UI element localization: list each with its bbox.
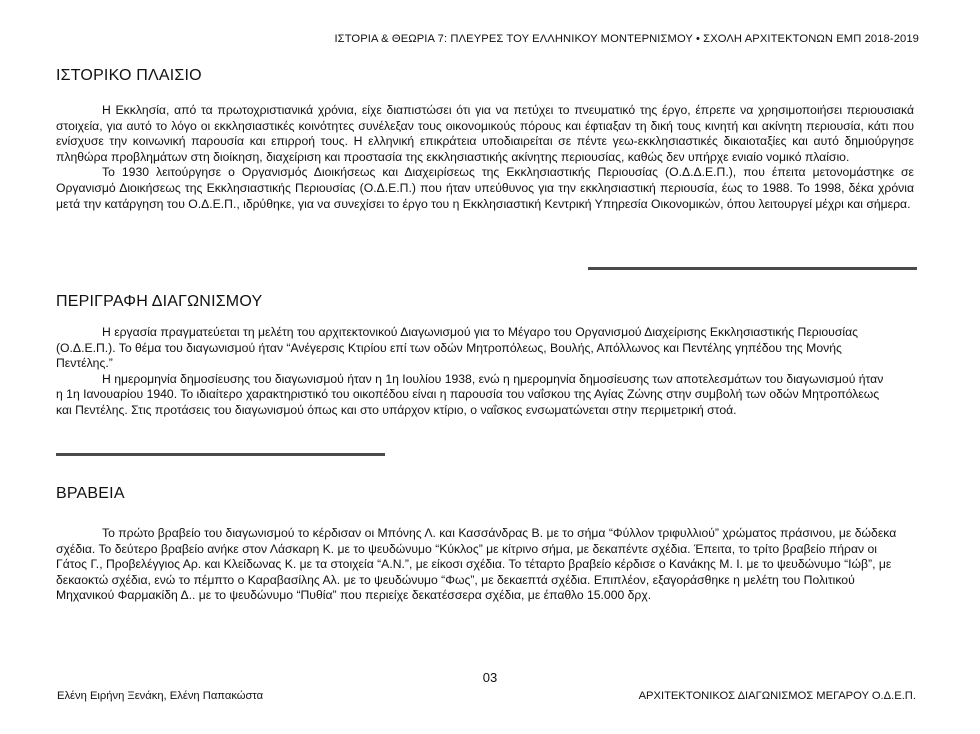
competition-paragraph: Η ημερομηνία δημοσίευσης του διαγωνισμού ήταν η 1η Ιουλίου 1938, ενώ η ημερομηνία δημοσίευσης των αποτελεσμάτων του διαγωνισμού ήταν η 1η Ιανουαρίου 1940. Το ιδιαίτερο χαρακτηριστικό του οικοπέδου είναι η παρουσία του ναΐσκου της Αγίας Ζώνης στην συμβολή των οδών Μητροπόλεως και Πεντέλης. Στις προτάσεις του διαγωνισμού όπως και στο υπάρχον κτίριο, ο ναΐσκος ενσωματώνεται στην περιμετρική στοά.	[56, 371, 884, 417]
section-divider	[588, 267, 917, 270]
awards-text	[56, 526, 906, 604]
historical-text	[56, 103, 914, 212]
historical-paragraph: Η Εκκλησία, από τα πρωτοχριστιανικά χρόνια, είχε διαπιστώσει ότι για να πετύχει το πνευματικό της έργο, έπρεπε να χρησιμοποιήσει περιουσιακά στοιχεία, για αυτό το λόγο οι εκκλησιαστικές κοινότητες συνέλεξαν τους οικονομικούς πόρους και έφτιαξαν τη δική τους κινητή και ακίνητη περιουσία, κάτι που ενίσχυσε την κοινωνική παρουσία και επιρροή τους. Η ελληνική επικράτεια υποδιαιρείται σε πέντε γεω-εκκλησιαστικές δικαιοταξίες και αυτό δημιούργησε πληθώρα προβλημάτων στη διοίκηση, διαχείριση και προστασία της εκκλησιαστικής ακίνητης περιουσίας, καθώς δεν υπήρχε ενιαίο νομικό πλαίσιο.	[56, 103, 914, 164]
competition-text	[56, 325, 891, 419]
section-title-historical: ΙΣΤΟΡΙΚΟ ΠΛΑΙΣΙΟ	[56, 67, 202, 84]
footer-project-title: ΑΡΧΙΤΕΚΤΟΝΙΚΟΣ ΔΙΑΓΩΝΙΣΜΟΣ ΜΕΓΑΡΟΥ Ο.Δ.Ε.Π.	[638, 690, 916, 702]
competition-paragraph: Η εργασία πραγματεύεται τη μελέτη του αρχιτεκτονικού Διαγωνισμού για το Μέγαρο του Οργανισμού Διαχείρισης Εκκλησιαστικής Περιουσίας (Ο.Δ.Ε.Π.). Το θέμα του διαγωνισμού ήταν “Ανέγερσις Κτιρίου επί των οδών Μητροπόλεως, Βουλής, Απόλλωνος και Πεντέλης γηπέδου της Μονής Πεντέλης.”	[56, 325, 858, 371]
historical-paragraph: Το 1930 λειτούργησε ο Οργανισμός Διοικήσεως και Διαχειρίσεως της Εκκλησιαστικής Περιουσίας (Ο.Δ.Δ.Ε.Π.), που έπειτα μετονομάστηκε σε Οργανισμό Διοικήσεως της Εκκλησιαστικής Περιουσίας (Ο.Δ.Ε.Π.) που ήταν υπεύθυνος για την εκκλησιαστική περιουσία, έως το 1988. Το 1998, δέκα χρόνια μετά την κατάργηση του Ο.Δ.Ε.Π., ιδρύθηκε, για να συνεχίσει το έργο του η Εκκλησιαστική Κεντρική Υπηρεσία Οικονομικών, όπου λειτουργεί μέχρι και σήμερα.	[56, 165, 914, 211]
footer-authors: Ελένη Ειρήνη Ξενάκη, Ελένη Παπακώστα	[57, 690, 264, 702]
running-header: ΙΣΤΟΡΙΑ & ΘΕΩΡΙΑ 7: ΠΛΕΥΡΕΣ ΤΟΥ ΕΛΛΗΝΙΚΟΥ ΜΟΝΤΕΡΝΙΣΜΟΥ • ΣΧΟΛΗ ΑΡΧΙΤΕΚΤΟΝΩΝ ΕΜΠ 2018-2019	[334, 33, 919, 45]
section-title-competition: ΠΕΡΙΓΡΑΦΗ ΔΙΑΓΩΝΙΣΜΟΥ	[56, 293, 263, 310]
section-divider	[56, 453, 385, 456]
awards-paragraph: Το πρώτο βραβείο του διαγωνισμού το κέρδισαν οι Μπόνης Λ. και Κασσάνδρας Β. με το σήμα “Φύλλον τριφυλλιού” χρώματος πράσινου, με δώδεκα σχέδια. Το δεύτερο βραβείο ανήκε στον Λάσκαρη Κ. με το ψευδώνυμο “Κύκλος” με κίτρινο σήμα, με δεκαπέντε σχέδια. Έπειτα, το τρίτο βραβείο πήραν οι Γάτος Γ., Προβελέγγιος Αρ. και Κλείδωνας Κ. με τα στοιχεία “Α.Ν.”, με είκοσι σχέδια. Το τέταρτο βραβείο κέρδισε ο Κανάκης Μ. Ι. με το ψευδώνυμο “Ιώβ”, με δεκαοκτώ σχέδια, ενώ το πέμπτο ο Καραβασίλης Αλ. με το ψευδώνυμο “Φως”, με δεκαεπτά σχέδια. Επιπλέον, εξαγοράσθηκε η μελέτη του Πολιτικού Μηχανικού Φαρμακίδη Δ.. με το ψευδώνυμο “Πυθία” που περιείχε δεκατέσσερα σχέδια, με έπαθλο 15.000 δρχ.	[56, 526, 897, 603]
page-number: 03	[482, 670, 498, 685]
section-title-awards: ΒΡΑΒΕΙΑ	[56, 485, 125, 502]
